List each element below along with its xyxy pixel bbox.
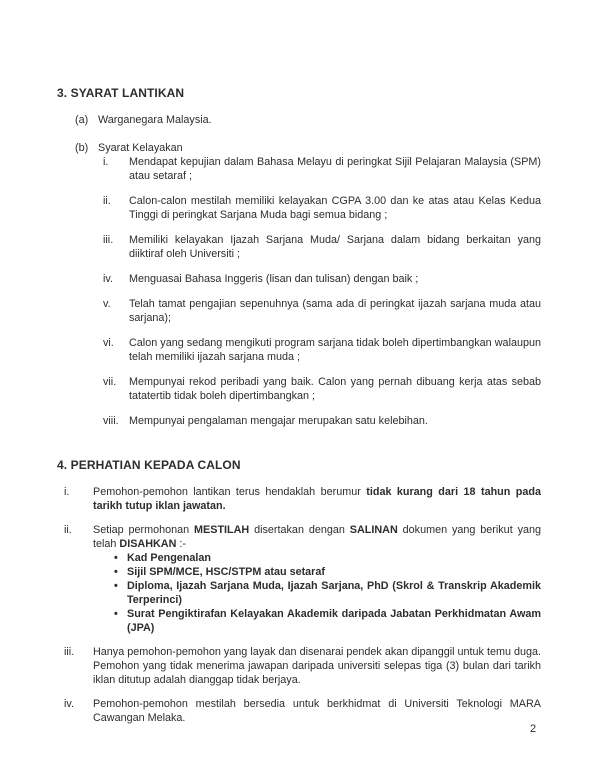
bullet-text: Sijil SPM/MCE, HSC/STPM atau setaraf <box>127 566 325 578</box>
bullet-text: Diploma, Ijazah Sarjana Muda, Ijazah Sarjana, PhD (Skrol & Transkrip Akademik Terperinci) <box>127 580 541 606</box>
item-text <box>93 523 541 551</box>
item-body <box>93 645 541 687</box>
requirement-item <box>103 414 541 428</box>
item-text: Syarat Kelayakan <box>98 142 183 154</box>
bullet-text: Surat Pengiktirafan Kelayakan Akademik daripada Jabatan Perkhidmatan Awam (JPA) <box>127 608 541 634</box>
bullet-icon: • <box>114 566 118 578</box>
item-number: viii. <box>103 415 119 427</box>
item-number: iii. <box>64 646 75 658</box>
bullet-icon: • <box>114 580 118 592</box>
item-number: iv. <box>103 273 113 285</box>
item-text: Memiliki kelayakan Ijazah Sarjana Muda/ Sarjana dalam bidang berkaitan yang diiktiraf oleh Universiti ; <box>129 234 541 260</box>
item-number: vi. <box>103 337 114 349</box>
item-text: Calon-calon mestilah memiliki kelayakan CGPA 3.00 dan ke atas atau Kelas Kedua Tinggi di peringkat Sarjana Muda bagi semua bidang ; <box>129 195 541 221</box>
text-segment: Setiap permohonan <box>93 524 195 536</box>
page-number: 2 <box>530 723 537 735</box>
document-bullet-item <box>93 565 541 579</box>
requirement-item <box>103 194 541 222</box>
section-4-heading: 4. PERHATIAN KEPADA CALON <box>57 458 241 472</box>
text-segment: Pemohon-pemohon lantikan terus hendaklah berumur <box>93 486 367 498</box>
item-number: i. <box>103 156 109 168</box>
text-segment: :- <box>176 538 187 550</box>
list-item-a <box>75 113 541 127</box>
item-number: iii. <box>103 234 114 246</box>
requirement-item <box>103 336 541 364</box>
document-bullet-item <box>93 607 541 635</box>
document-bullet-item <box>93 551 541 565</box>
text-segment-bold: MESTILAH <box>194 524 250 536</box>
note-item <box>64 523 541 635</box>
item-number: vii. <box>103 376 117 388</box>
bullet-text: Kad Pengenalan <box>127 552 211 564</box>
requirement-item <box>103 155 541 183</box>
item-text: Hanya pemohon-pemohon yang layak dan disenarai pendek akan dipanggil untuk temu duga. Pemohon yang tidak menerima jawapan daripada universiti selepas tiga (3) bulan dari tarikh iklan ditutup adalah dianggap tidak berjaya. <box>93 646 541 686</box>
text-segment: disertakan dengan <box>249 524 350 536</box>
note-item <box>64 485 541 513</box>
item-body <box>93 485 541 513</box>
item-text: Telah tamat pengajian sepenuhnya (sama ada di peringkat ijazah sarjana muda atau sarjana); <box>129 298 541 324</box>
requirement-item <box>103 233 541 261</box>
item-body <box>93 523 541 635</box>
item-body <box>93 697 541 725</box>
item-number: v. <box>103 298 111 310</box>
page-content <box>57 86 541 735</box>
document-bullet-item <box>93 579 541 607</box>
item-label: (b) <box>75 142 89 154</box>
list-item-b <box>75 141 541 155</box>
bullet-icon: • <box>114 552 118 564</box>
text-segment-bold: tidak kurang dari 18 tahun pada tarikh tutup iklan jawatan. <box>93 486 541 512</box>
item-text: Calon yang sedang mengikuti program sarjana tidak boleh dipertimbangkan walaupun telah memiliki ijazah sarjana muda ; <box>129 337 541 363</box>
section-3-heading: 3. SYARAT LANTIKAN <box>57 86 185 100</box>
item-number: ii. <box>103 195 111 207</box>
requirement-item <box>103 272 541 286</box>
text-segment-bold: DISAHKAN <box>119 538 177 550</box>
item-text: Menguasai Bahasa Inggeris (lisan dan tulisan) dengan baik ; <box>129 273 419 285</box>
item-text: Warganegara Malaysia. <box>98 114 212 126</box>
note-item <box>64 645 541 687</box>
requirement-item <box>103 375 541 403</box>
item-number: i. <box>64 486 70 498</box>
note-item <box>64 697 541 725</box>
item-text <box>93 485 541 513</box>
item-text: Mempunyai rekod peribadi yang baik. Calon yang pernah dibuang kerja atas sebab tatatertib tidak boleh dipertimbangkan ; <box>129 376 541 402</box>
requirement-item <box>103 297 541 325</box>
item-label: (a) <box>75 114 89 126</box>
item-number: ii. <box>64 524 72 536</box>
item-number: iv. <box>64 698 74 710</box>
bullet-icon: • <box>114 608 118 620</box>
text-segment: dokumen yang berikut yang telah <box>93 524 541 550</box>
item-text: Mempunyai pengalaman mengajar merupakan satu kelebihan. <box>129 415 428 427</box>
item-text: Mendapat kepujian dalam Bahasa Melayu di peringkat Sijil Pelajaran Malaysia (SPM) atau setaraf ; <box>129 156 541 182</box>
text-segment-bold: SALINAN <box>349 524 398 536</box>
item-text: Pemohon-pemohon mestilah bersedia untuk berkhidmat di Universiti Teknologi MARA Cawangan Melaka. <box>93 698 541 724</box>
